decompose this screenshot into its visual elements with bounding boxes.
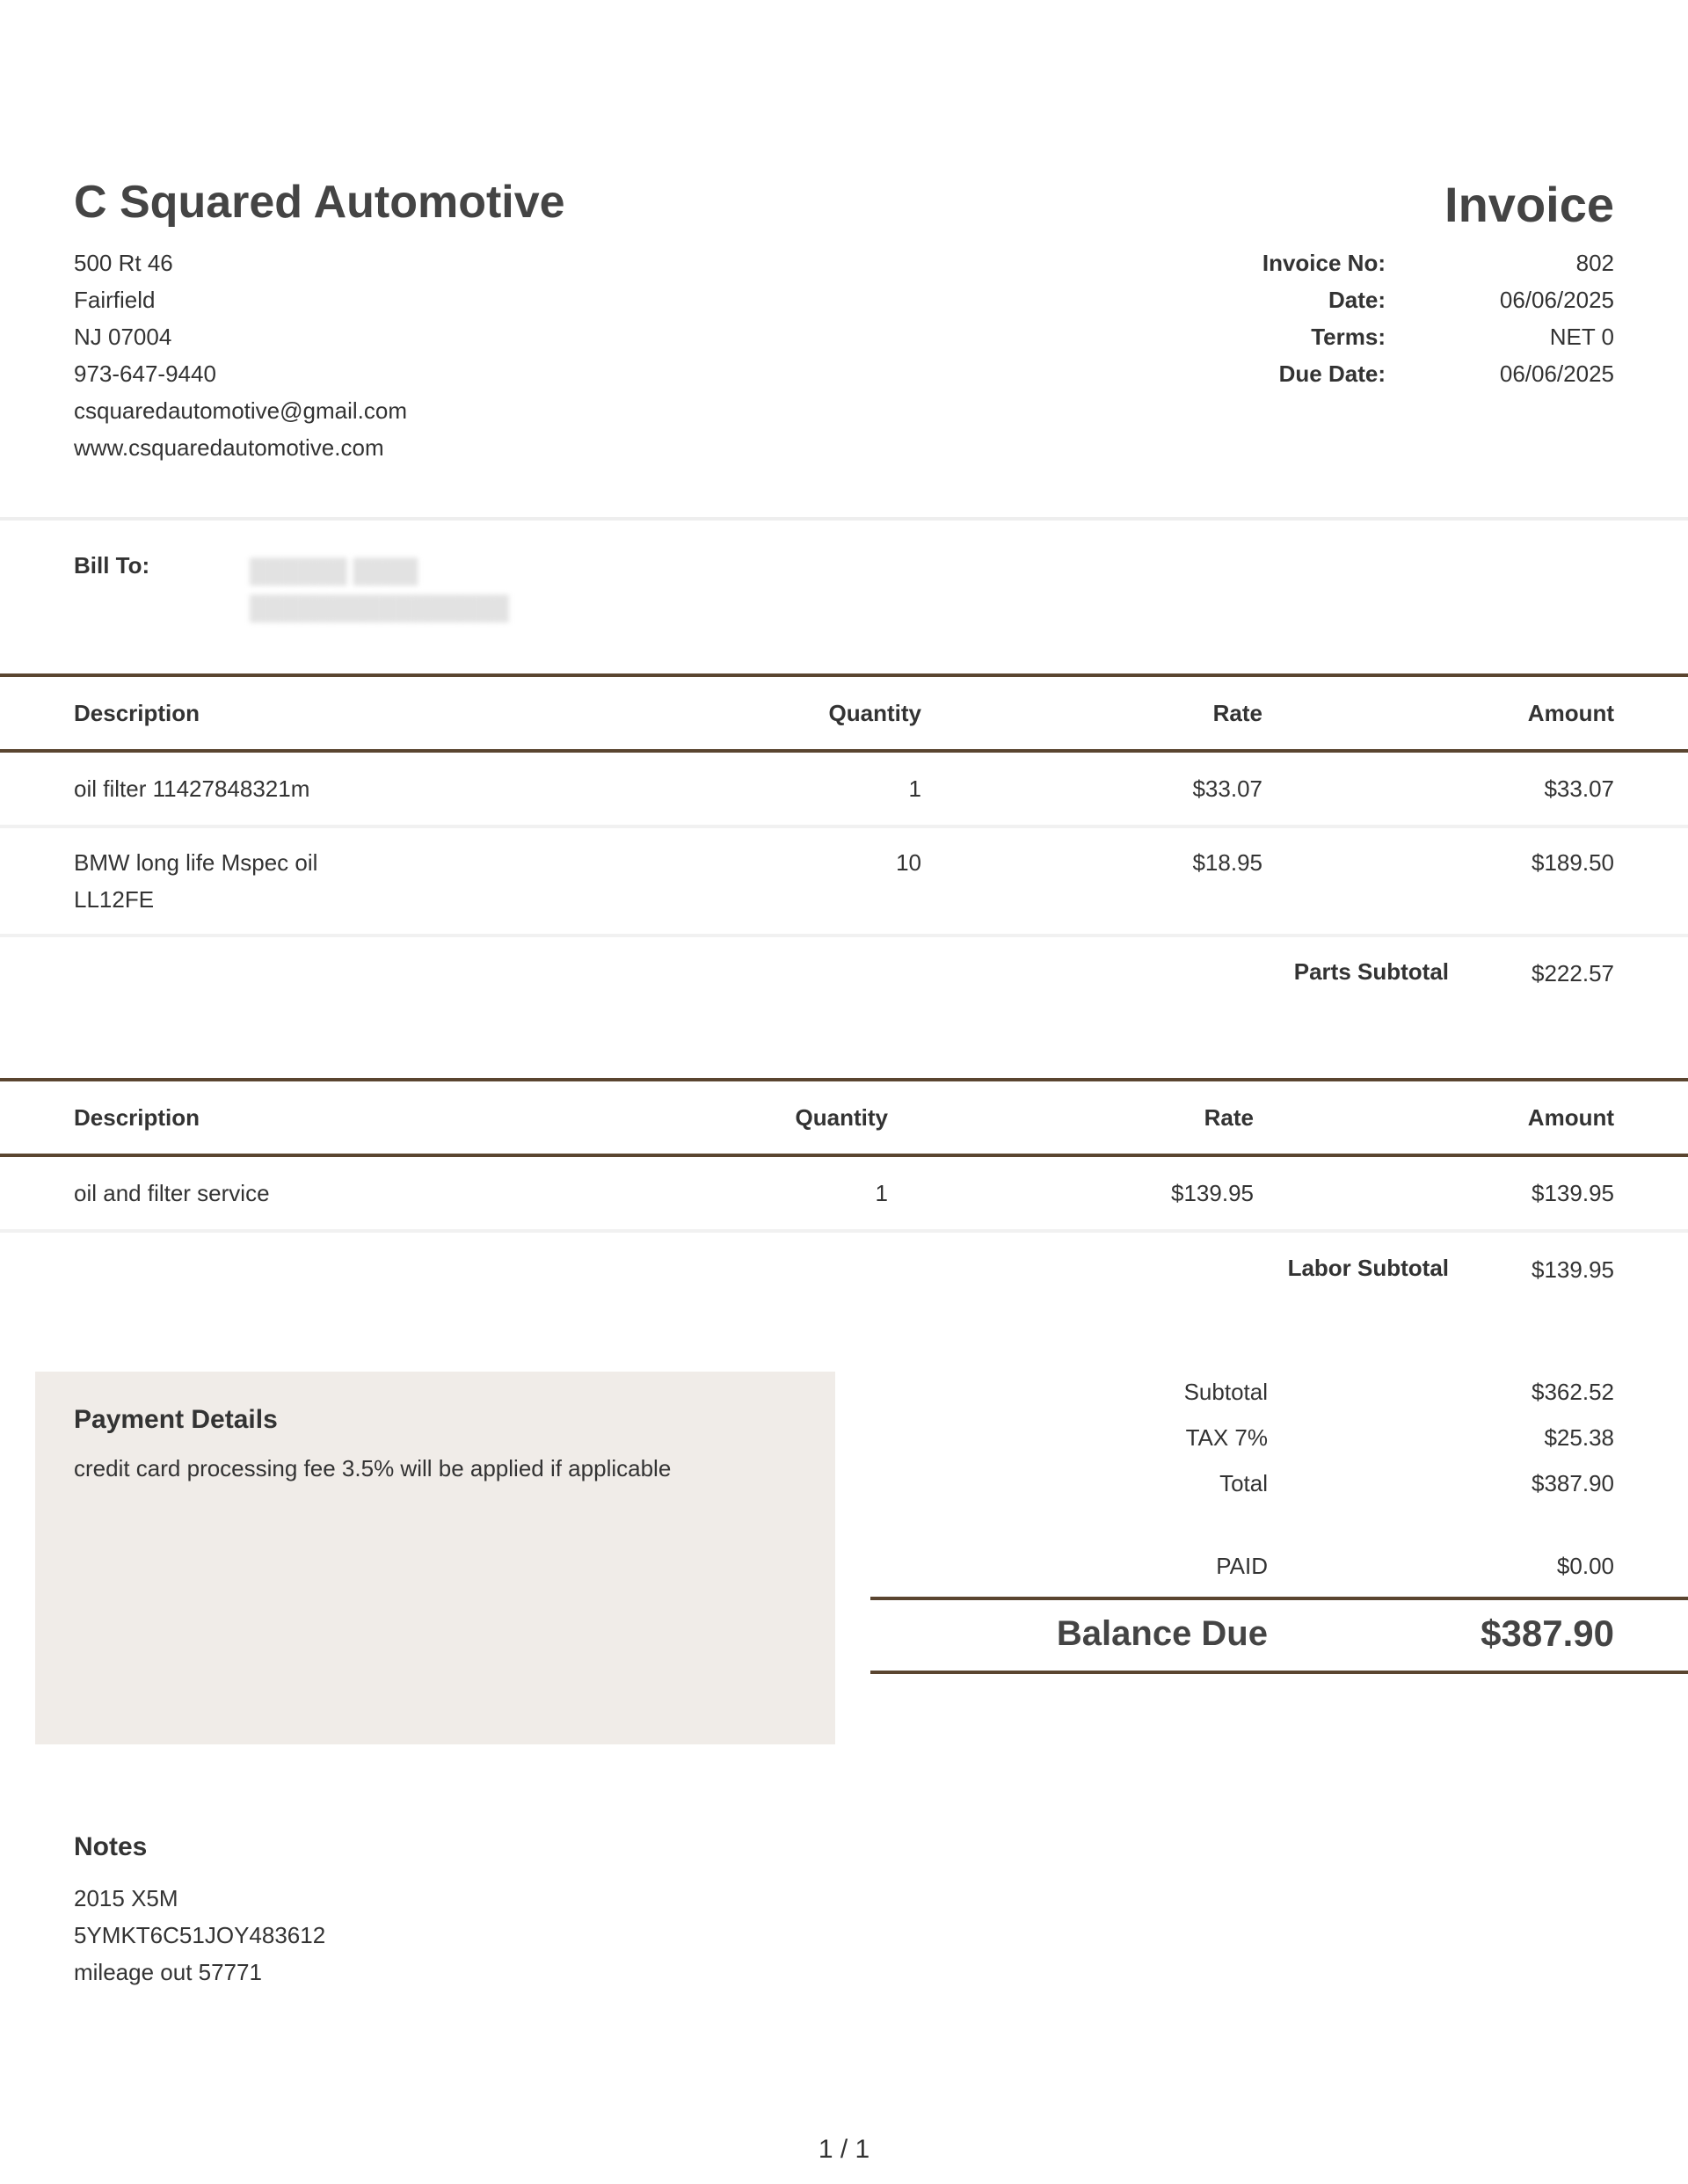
company-name: C Squared Automotive <box>74 177 565 228</box>
company-website: www.csquaredautomotive.com <box>74 434 384 461</box>
invoice-number: 802 <box>1575 250 1614 276</box>
totals-tax-label: TAX 7% <box>1185 1424 1268 1451</box>
company-phone: 973-647-9440 <box>74 360 216 387</box>
description-line: LL12FE <box>74 886 155 913</box>
labor-table-top-rule <box>0 1078 1688 1081</box>
invoice-date-row <box>1122 281 1614 318</box>
description-line: BMW long life Mspec oil <box>74 849 318 876</box>
parts-header-bottom-rule <box>0 749 1688 753</box>
bill-to-redacted: ██████ ████ ████████████████ <box>250 557 509 621</box>
company-info <box>74 244 407 466</box>
table-row-quantity: 1 <box>875 1180 888 1206</box>
labor-header-bottom-rule <box>0 1154 1688 1157</box>
notes-content <box>74 1880 325 1991</box>
parts-subtotal-label: Parts Subtotal <box>1293 958 1449 985</box>
balance-due-value: $387.90 <box>1481 1613 1614 1654</box>
row-divider <box>0 934 1688 937</box>
invoice-due-date-label: Due Date: <box>1278 360 1386 387</box>
notes-line: 2015 X5M <box>74 1885 178 1911</box>
labor-header-description: Description <box>74 1104 200 1131</box>
invoice-terms-row <box>1122 318 1614 355</box>
table-row-amount: $33.07 <box>1544 775 1614 802</box>
parts-table-top-rule <box>0 673 1688 677</box>
table-row-description: oil filter 11427848321m <box>74 775 310 802</box>
invoice-title: Invoice <box>1444 177 1614 232</box>
totals-subtotal-label: Subtotal <box>1183 1379 1268 1405</box>
totals-total-value: $387.90 <box>1532 1470 1614 1496</box>
payment-details-text: credit card processing fee 3.5% will be applied if applicable <box>74 1455 672 1481</box>
balance-top-rule <box>870 1597 1688 1600</box>
parts-header-amount: Amount <box>1527 700 1614 726</box>
company-address: 500 Rt 46 <box>74 250 173 276</box>
notes-line: mileage out 57771 <box>74 1959 262 1985</box>
labor-subtotal-label: Labor Subtotal <box>1287 1255 1449 1281</box>
payment-details-title: Payment Details <box>74 1405 278 1434</box>
invoice-due-date-row <box>1122 355 1614 392</box>
invoice-date: 06/06/2025 <box>1499 287 1614 313</box>
invoice-number-row <box>1122 244 1614 281</box>
row-divider <box>0 825 1688 828</box>
labor-header-quantity: Quantity <box>795 1104 888 1131</box>
table-row-amount: $139.95 <box>1532 1180 1614 1206</box>
table-row-rate: $18.95 <box>1192 849 1262 876</box>
table-row-description: oil and filter service <box>74 1180 270 1206</box>
divider <box>0 517 1688 521</box>
invoice-terms: NET 0 <box>1549 324 1614 350</box>
labor-header-rate: Rate <box>1204 1104 1254 1131</box>
table-row-rate: $139.95 <box>1171 1180 1254 1206</box>
invoice-number-label: Invoice No: <box>1262 250 1386 276</box>
bill-to-label: Bill To: <box>74 552 150 579</box>
totals-paid-label: PAID <box>1216 1553 1268 1579</box>
invoice-meta <box>1122 244 1614 392</box>
page-indicator: 1 / 1 <box>818 2135 870 2164</box>
notes-title: Notes <box>74 1832 148 1861</box>
totals-paid-value: $0.00 <box>1556 1553 1614 1579</box>
company-city: Fairfield <box>74 287 156 313</box>
company-email: csquaredautomotive@gmail.com <box>74 397 408 424</box>
labor-subtotal-value: $139.95 <box>1532 1256 1614 1283</box>
company-state-zip: NJ 07004 <box>74 324 172 350</box>
balance-due-label: Balance Due <box>1056 1614 1268 1653</box>
parts-header-quantity: Quantity <box>828 700 921 726</box>
table-row-rate: $33.07 <box>1192 775 1262 802</box>
parts-header-rate: Rate <box>1212 700 1262 726</box>
row-divider <box>0 1229 1688 1233</box>
table-row-description <box>74 844 317 918</box>
invoice-due-date: 06/06/2025 <box>1499 360 1614 387</box>
labor-header-amount: Amount <box>1527 1104 1614 1131</box>
invoice-terms-label: Terms: <box>1311 324 1386 350</box>
invoice-date-label: Date: <box>1328 287 1386 313</box>
parts-header-description: Description <box>74 700 200 726</box>
totals-tax-value: $25.38 <box>1544 1424 1614 1451</box>
balance-bottom-rule <box>870 1671 1688 1674</box>
table-row-quantity: 10 <box>896 849 921 876</box>
table-row-quantity: 1 <box>908 775 921 802</box>
parts-subtotal-value: $222.57 <box>1532 960 1614 986</box>
notes-line: 5YMKT6C51JOY483612 <box>74 1922 326 1948</box>
table-row-amount: $189.50 <box>1532 849 1614 876</box>
totals-subtotal-value: $362.52 <box>1532 1379 1614 1405</box>
totals-total-label: Total <box>1219 1470 1268 1496</box>
